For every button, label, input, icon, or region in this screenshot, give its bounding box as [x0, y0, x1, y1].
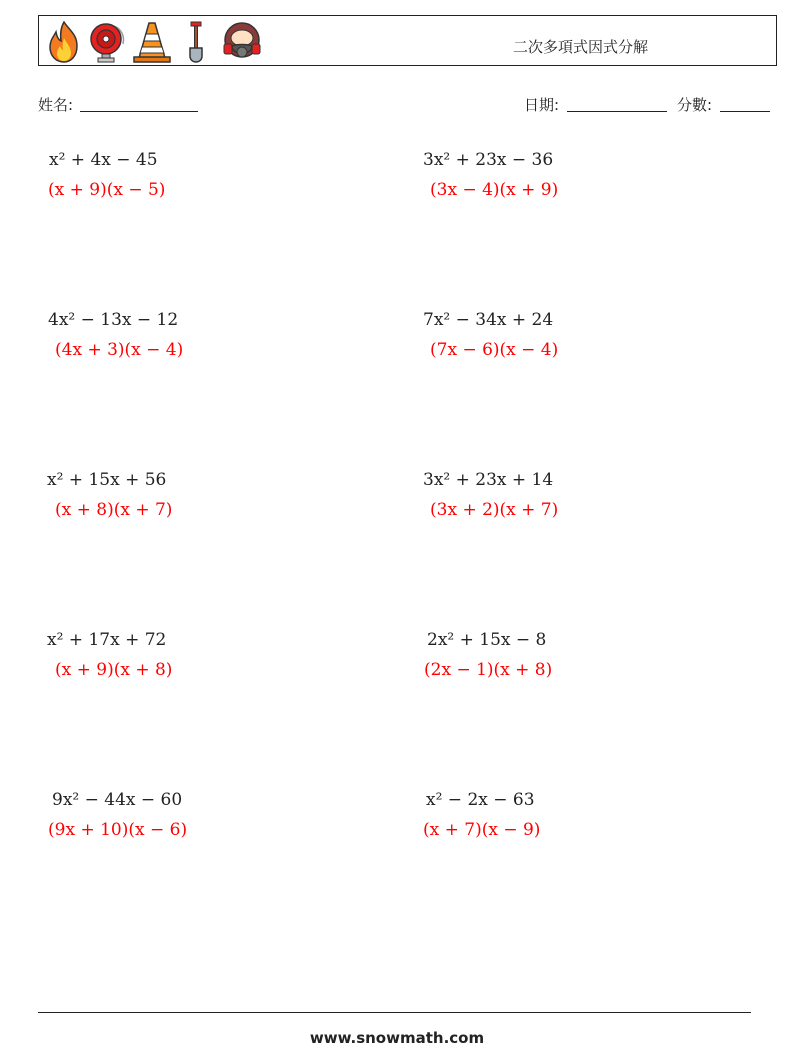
date-line[interactable]: [567, 111, 667, 112]
problem-expression: x² + 4x − 45: [49, 150, 158, 170]
problem-answer: (3x − 4)(x + 9): [430, 180, 559, 200]
problem-answer: (x + 8)(x + 7): [55, 500, 173, 520]
score-line[interactable]: [720, 111, 770, 112]
problem-answer: (3x + 2)(x + 7): [430, 500, 559, 520]
footer-divider: [38, 1012, 751, 1013]
problem-expression: 3x² + 23x + 14: [423, 470, 554, 490]
date-label: 日期:: [524, 96, 560, 114]
problem-expression: 3x² + 23x − 36: [423, 150, 554, 170]
header-box: [38, 15, 777, 66]
problem-expression: 2x² + 15x − 8: [427, 630, 547, 650]
problem-expression: x² + 17x + 72: [47, 630, 167, 650]
problem-answer: (x + 9)(x + 8): [55, 660, 173, 680]
fire-alarm-bell-icon: [87, 20, 129, 64]
problem-expression: x² + 15x + 56: [47, 470, 167, 490]
worksheet-title: 二次多項式因式分解: [513, 38, 649, 56]
problem-expression: 4x² − 13x − 12: [48, 310, 179, 330]
problem-answer: (2x − 1)(x + 8): [424, 660, 553, 680]
footer-url[interactable]: www.snowmath.com: [309, 1029, 485, 1047]
gas-mask-icon: [221, 20, 263, 64]
problem-expression: 7x² − 34x + 24: [423, 310, 554, 330]
problem-expression: 9x² − 44x − 60: [52, 790, 183, 810]
problem-answer: (x + 7)(x − 9): [423, 820, 541, 840]
name-line[interactable]: [80, 111, 198, 112]
fire-icon: [43, 20, 85, 64]
problem-answer: (4x + 3)(x − 4): [55, 340, 184, 360]
problem-answer: (x + 9)(x − 5): [48, 180, 166, 200]
problem-answer: (9x + 10)(x − 6): [48, 820, 188, 840]
problem-answer: (7x − 6)(x − 4): [430, 340, 559, 360]
traffic-cone-icon: [131, 20, 173, 64]
problem-expression: x² − 2x − 63: [426, 790, 535, 810]
name-label: 姓名:: [38, 96, 74, 114]
score-label: 分數:: [677, 96, 713, 114]
shovel-icon: [175, 20, 217, 64]
